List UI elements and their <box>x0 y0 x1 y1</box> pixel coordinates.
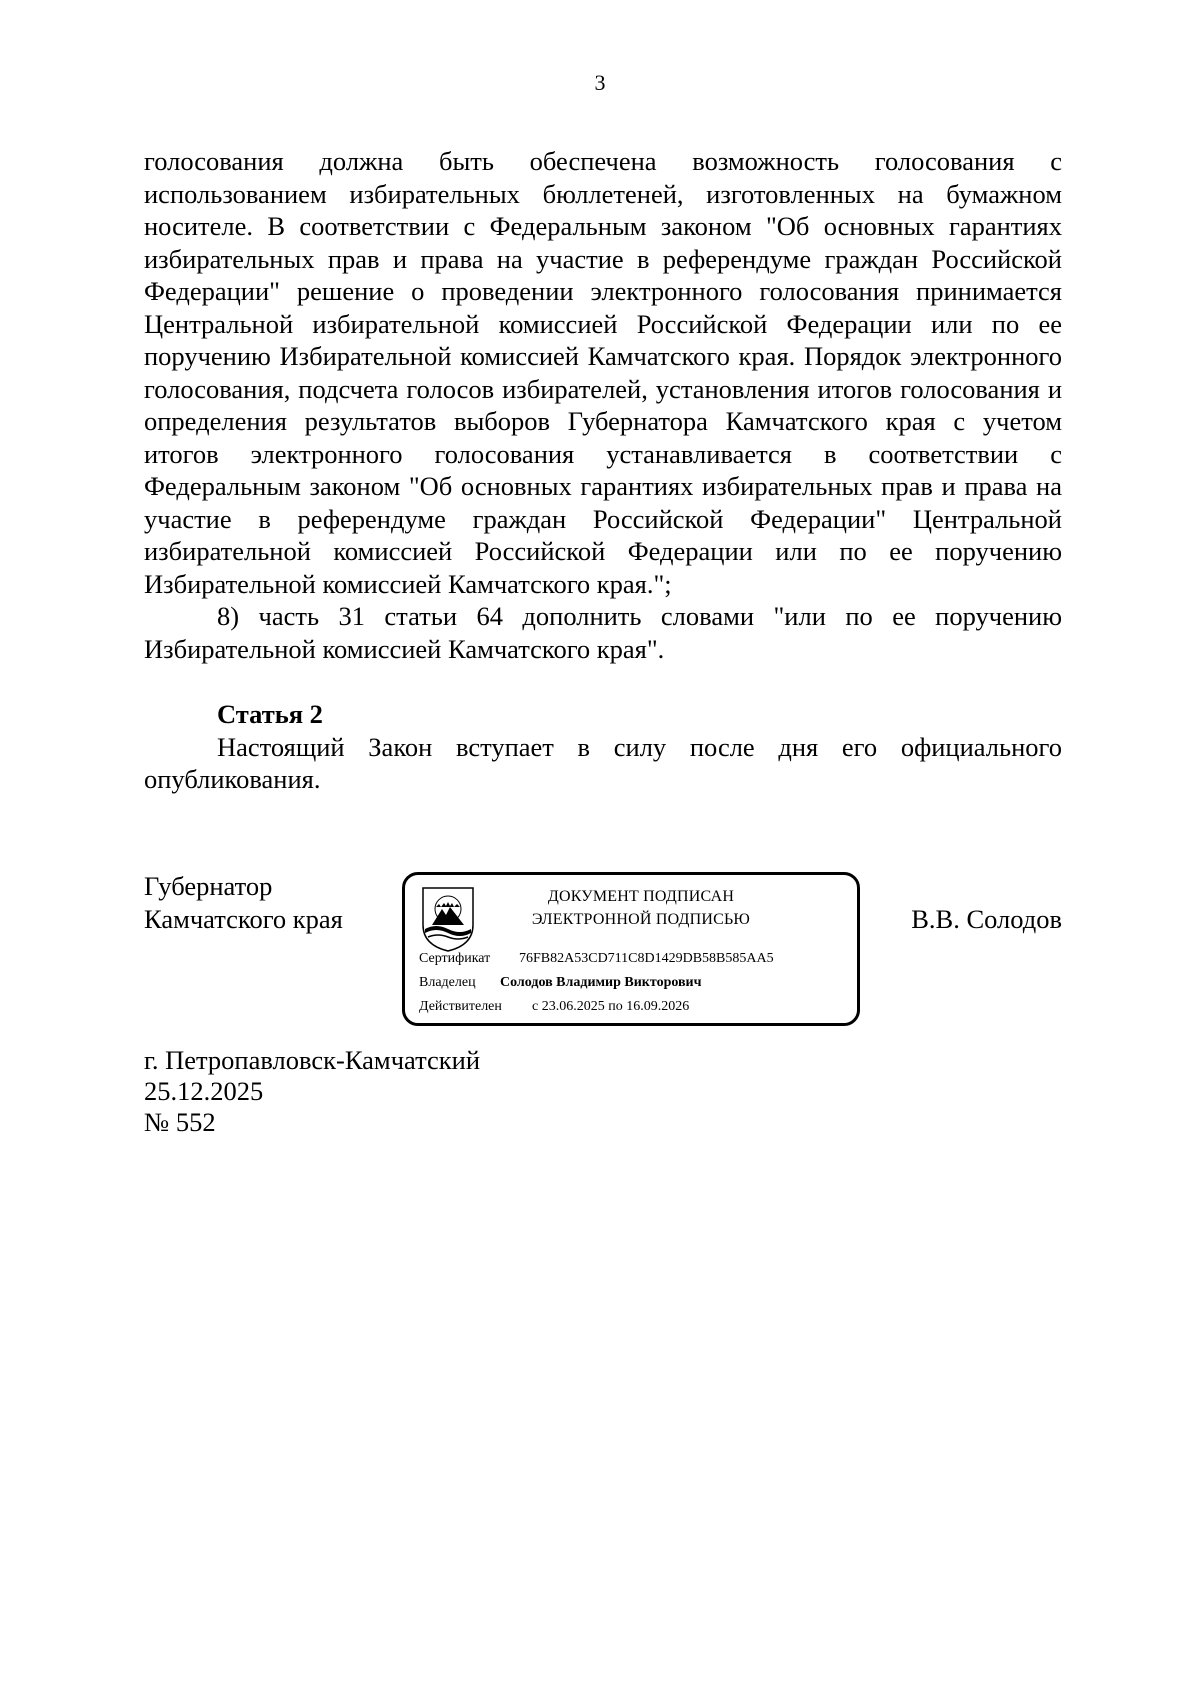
owner-label: Владелец <box>419 975 476 990</box>
owner-row <box>419 975 702 991</box>
certificate-label: Сертификат <box>419 951 491 966</box>
certificate-value: 76FB82A53CD711C8D1429DB58B585AA5 <box>519 951 774 966</box>
signatory-position <box>144 870 343 935</box>
paragraph-item-8: 8) часть 31 статьи 64 дополнить словами "или по ее поручению Избирательной комиссией Камчатского края". <box>144 601 1062 664</box>
document-date: 25.12.2025 <box>144 1076 264 1106</box>
place-of-signing: г. Петропавловск-Камчатский <box>144 1045 480 1075</box>
validity-value: с 23.06.2025 по 16.09.2026 <box>532 999 690 1014</box>
page-number: 3 <box>594 70 606 95</box>
owner-value: Солодов Владимир Викторович <box>500 975 702 990</box>
document-number: № 552 <box>144 1107 216 1137</box>
paragraph-continuation: голосования должна быть обеспечена возможность голосования с использованием избирательных бюллетеней, изготовленных на бумажном носителе. В соответствии с Федеральным законом "Об основных гарантиях избирательных прав и права на участие в референдуме граждан Российской Федерации" решение о проведении электронного голосования принимается Центральной избирательной комиссией Российской Федерации или по ее поручению Избирательной комиссией Камчатского края. Порядок электронного голосования, подсчета голосов избирателей, установления итогов голосования и определения результатов выборов Губернатора Камчатского края с учетом итогов электронного голосования устанавливается в соответствии с Федеральным законом "Об основных гарантиях избирательных прав и права на участие в референдуме граждан Российской Федерации" Центральной избирательной комиссией Российской Федерации или по ее поручению Избирательной комиссией Камчатского края."; <box>144 146 1062 599</box>
position-line-1: Губернатор <box>144 871 273 901</box>
validity-label: Действителен <box>419 999 502 1014</box>
signatory-name: В.В. Солодов <box>911 904 1062 934</box>
certificate-row <box>419 951 774 967</box>
document-footer <box>144 1045 480 1138</box>
law-body <box>144 145 1062 796</box>
article-title: Статья 2 <box>217 699 323 729</box>
validity-row <box>419 999 690 1015</box>
kamchatka-emblem-icon <box>420 885 476 953</box>
electronic-signature-stamp <box>402 872 860 1026</box>
position-line-2: Камчатского края <box>144 903 343 934</box>
article-text: Настоящий Закон вступает в силу после дня его официального опубликования. <box>144 731 1062 794</box>
stamp-title-line-2: ЭЛЕКТРОННОЙ ПОДПИСЬЮ <box>531 911 751 928</box>
stamp-title-line-1: ДОКУМЕНТ ПОДПИСАН <box>547 888 735 905</box>
